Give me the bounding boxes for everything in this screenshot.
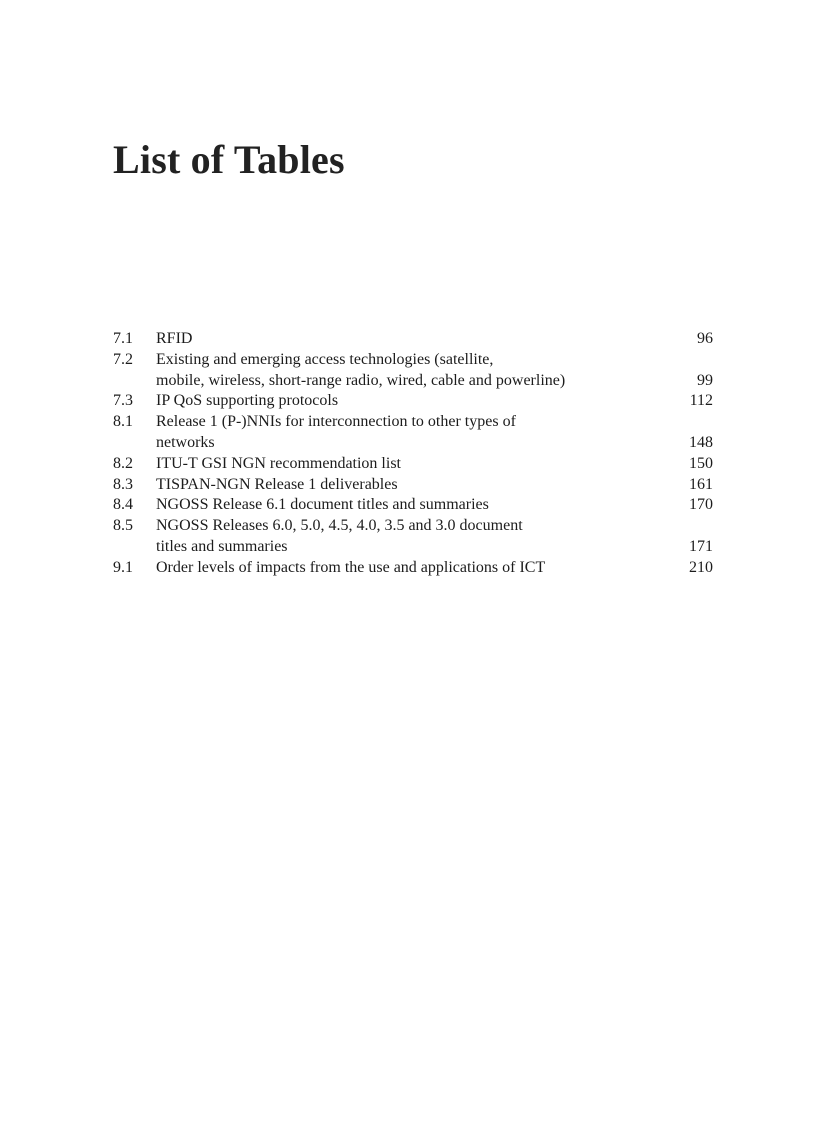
page-number: 170 [689, 496, 713, 514]
table-number: 8.4 [113, 496, 133, 514]
page-number: 150 [689, 454, 713, 472]
table-title [156, 329, 663, 350]
table-title [156, 391, 663, 412]
table-title-line: RFID [156, 330, 193, 347]
table-number: 9.1 [113, 558, 133, 576]
table-entry-8-4[interactable] [113, 495, 713, 516]
table-entry-7-2[interactable] [113, 350, 713, 392]
table-title-line: NGOSS Releases 6.0, 5.0, 4.5, 4.0, 3.5 and 3.0 document [156, 517, 523, 535]
page-number: 171 [689, 537, 713, 555]
table-number: 8.3 [113, 475, 133, 493]
table-number: 7.2 [113, 350, 133, 368]
table-title-line: Order levels of impacts from the use and applications of ICT [156, 558, 546, 576]
table-entry-9-1[interactable] [113, 558, 713, 579]
table-title-line: NGOSS Release 6.1 document titles and summaries [156, 496, 489, 514]
table-title [156, 516, 663, 558]
table-number: 7.3 [113, 392, 133, 410]
table-title [156, 558, 663, 579]
table-number: 7.1 [113, 330, 133, 347]
table-number: 8.2 [113, 454, 133, 472]
table-number: 8.1 [113, 413, 133, 431]
page-number: 161 [689, 475, 713, 493]
table-title-line: titles and summaries [156, 537, 288, 555]
table-title-line: ITU-T GSI NGN recommendation list [156, 454, 401, 472]
table-title-line: Release 1 (P-)NNIs for interconnection to other types of [156, 413, 516, 431]
table-title [156, 454, 663, 475]
table-title [156, 412, 663, 454]
table-number: 8.5 [113, 517, 133, 535]
table-entry-8-2[interactable] [113, 454, 713, 475]
table-list [113, 329, 713, 579]
table-title [156, 475, 663, 496]
table-title-line: IP QoS supporting protocols [156, 392, 339, 410]
table-title-line: Existing and emerging access technologies (satellite, [156, 350, 494, 368]
page-number: 96 [697, 330, 713, 347]
page-number: 210 [689, 558, 713, 576]
table-entry-7-3[interactable] [113, 391, 713, 412]
table-entry-8-1[interactable] [113, 412, 713, 454]
table-title-line: networks [156, 433, 215, 451]
table-entry-8-3[interactable] [113, 475, 713, 496]
page-number: 99 [697, 371, 713, 389]
table-title [156, 495, 663, 516]
table-title-line: mobile, wireless, short-range radio, wired, cable and powerline) [156, 371, 566, 389]
table-entry-7-1[interactable] [113, 329, 713, 350]
table-title-line: TISPAN-NGN Release 1 deliverables [156, 475, 398, 493]
page-title: List of Tables [113, 137, 345, 182]
table-title [156, 350, 663, 392]
page-number: 148 [689, 433, 713, 451]
table-entry-8-5[interactable] [113, 516, 713, 558]
page-number: 112 [689, 392, 713, 410]
